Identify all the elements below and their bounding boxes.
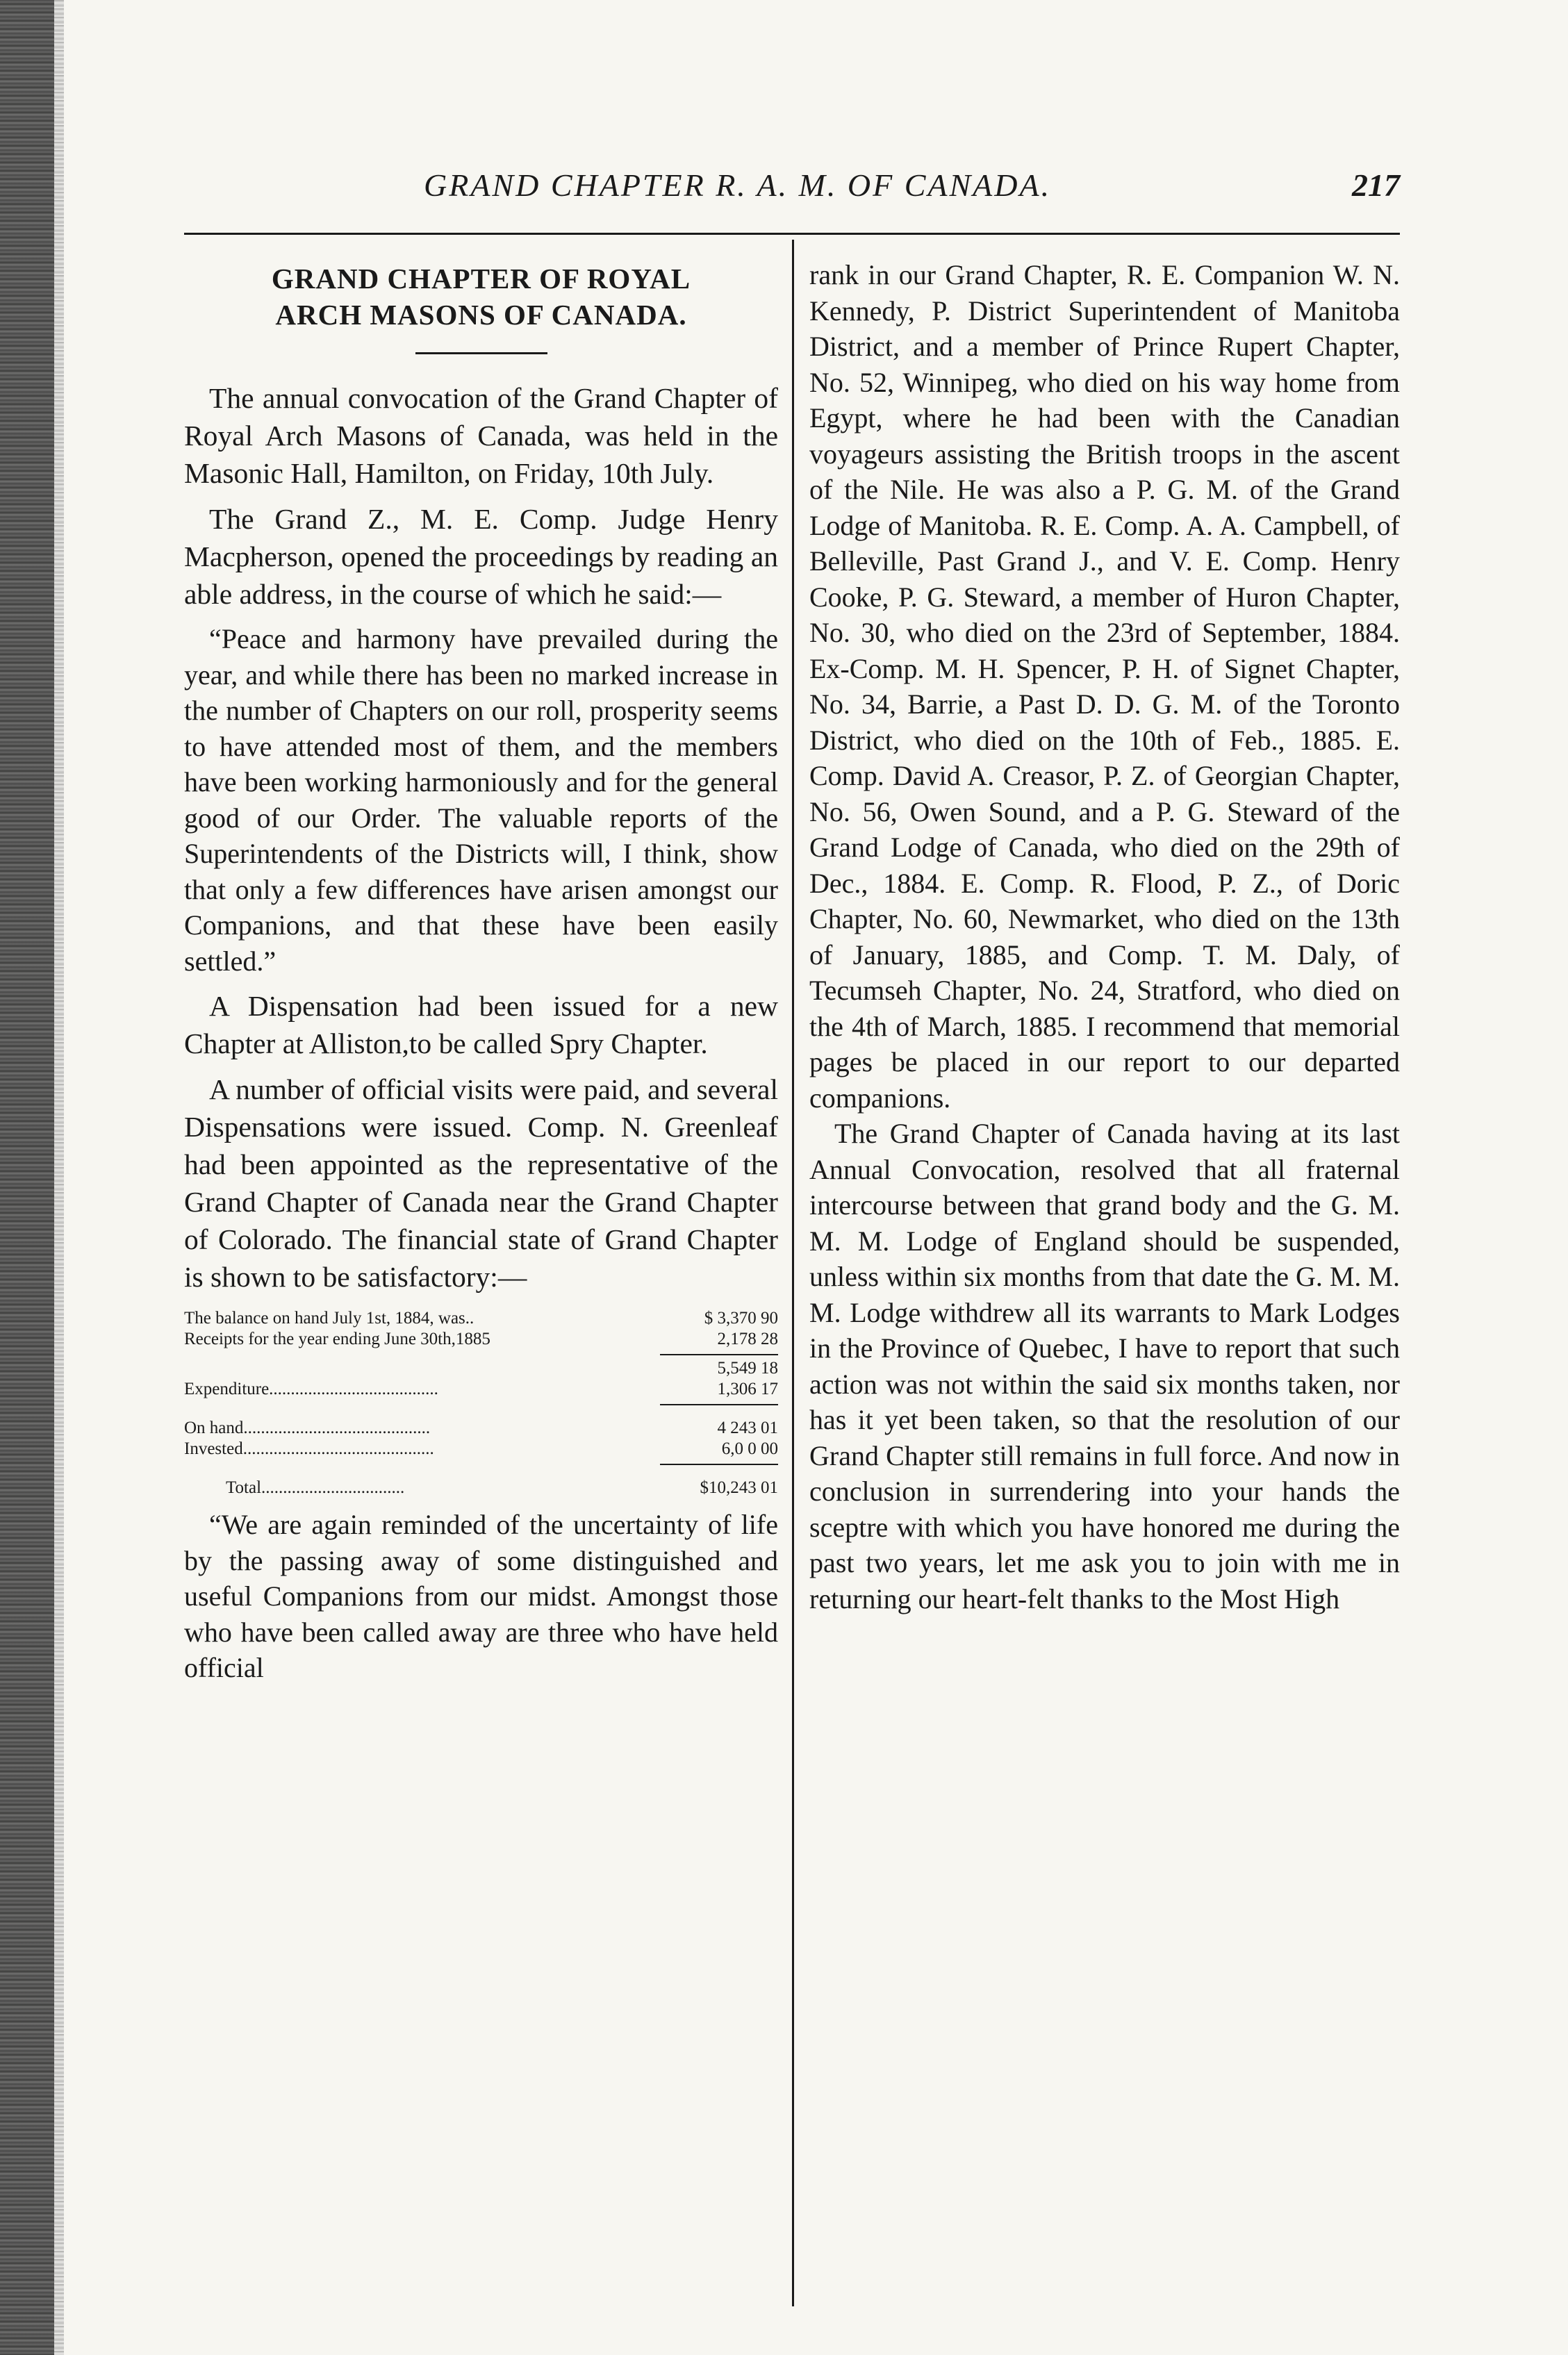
ledger-amount: $10,243 01 [700, 1478, 778, 1497]
ledger-row-total [184, 1478, 778, 1498]
article-title-line-2: ARCH MASONS OF CANADA. [275, 299, 687, 331]
page-header [184, 167, 1400, 222]
running-head: GRAND CHAPTER R. A. M. OF CANADA. [424, 167, 1052, 203]
paragraph-opening: The Grand Z., M. E. Comp. Judge Henry Macpherson, opened the proceedings by reading an able address, in the course of which he said:— [184, 503, 778, 610]
ledger-row-expenditure [184, 1379, 778, 1400]
ledger-row-receipts [184, 1329, 778, 1350]
column-divider [792, 240, 794, 2306]
title-rule [415, 352, 547, 354]
ledger-label: Invested............................................ [184, 1439, 434, 1458]
paragraph-quote-peace: “Peace and harmony have prevailed during the year, and while there has been no marked increase in the number of Chapters on our roll, prosperity seems to have attended most of them, and the members have been working harmoniously and for the general good of our Order. The valuable reports of the Superintendents of the Districts will, I think, show that only a few differences have arisen amongst our Companions, and that these have been easily settled.” [184, 623, 778, 977]
paragraph-memorial-continued: rank in our Grand Chapter, R. E. Companion W. N. Kennedy, P. District Superintendent of Manitoba District, and a member of Prince Rupert Chapter, No. 52, Winnipeg, who died on his way home from Egypt, where he had been with the Canadian voyageurs assisting the British troops in the ascent of the Nile. He was also a P. G. M. of the Grand Lodge of Manitoba. R. E. Comp. A. A. Campbell, of Belleville, Past Grand J., and V. E. Comp. Henry Cooke, P. G. Steward, a member of Huron Chapter, No. 30, who died on the 23rd of September, 1884. Ex-Comp. M. H. Spencer, P. H. of Signet Chapter, No. 34, Barrie, a Past D. D. G. M. of the Toronto District, who died on the 10th of Feb., 1885. E. Comp. David A. Creasor, P. Z. of Georgian Chapter, No. 56, Owen Sound, and a P. G. Steward of the Grand Lodge of Canada, who died on the 29th of Dec., 1884. E. Comp. R. Flood, P. Z., of Doric Chapter, No. 60, Newmarket, who died on the 13th of January, 1885, and Comp. T. M. Daly, of Tecumseh Chapter, No. 24, Stratford, who died on the 4th of March, 1885. I recommend that memorial pages be placed in our report to our departed companions. [809, 259, 1400, 1114]
paragraph-departed-companions: “We are again reminded of the uncertainty of life by the passing away of some distinguished and useful Companions from our midst. Amongst those who have been called away are three who have held official [184, 1509, 778, 1683]
ledger-row-invested [184, 1439, 778, 1460]
ledger-amount: 6,0 0 00 [721, 1439, 778, 1458]
ledger-row-on-hand [184, 1418, 778, 1439]
ledger-label: Total................................. [226, 1478, 405, 1497]
right-column [809, 257, 1400, 1617]
book-binding-edge [0, 0, 54, 2355]
ledger-label: The balance on hand July 1st, 1884, was.. [184, 1309, 474, 1328]
ledger-label: Receipts for the year ending June 30th,1885 [184, 1330, 490, 1348]
paragraph-dispensation: A Dispensation had been issued for a new Chapter at Alliston,to be called Spry Chapter. [184, 990, 778, 1059]
ledger-label: On hand........................................... [184, 1419, 431, 1437]
ledger-amount: $ 3,370 90 [704, 1309, 778, 1328]
ledger-total-rule [660, 1464, 778, 1465]
paragraph-mark-lodge-resolution: The Grand Chapter of Canada having at its last Annual Convocation, resolved that all fraternal intercourse between that grand body and the G. M. M. M. Lodge of England should be suspended, unless within six months from that date the G. M. M. M. Lodge withdrew all its warrants to Mark Lodges in the Province of Quebec, I have to report that such action was not within the said six months taken, nor has it yet been taken, so that the resolution of our Grand Chapter still remains in full force. And now in conclusion in surrendering into your hands the sceptre with which you have honored me during the past two years, let me ask you to join with me in returning our heart-felt thanks to the Most High [809, 1118, 1400, 1614]
ledger-amount: 5,549 18 [717, 1359, 778, 1378]
ledger-amount: 2,178 28 [717, 1330, 778, 1348]
article-title-line-1: GRAND CHAPTER OF ROYAL [271, 263, 691, 295]
header-rule [184, 233, 1400, 235]
page-gutter [54, 0, 64, 2355]
ledger-row-subtotal [184, 1358, 778, 1379]
ledger-amount: 4 243 01 [717, 1419, 778, 1437]
paragraph-convocation: The annual convocation of the Grand Chapter of Royal Arch Masons of Canada, was held in the Masonic Hall, Hamilton, on Friday, 10th July. [184, 382, 778, 489]
ledger-rule [660, 1404, 778, 1408]
page-number: 217 [1352, 167, 1400, 203]
financial-statement [184, 1308, 778, 1498]
ledger-amount: 1,306 17 [717, 1380, 778, 1398]
left-column [184, 261, 778, 1686]
ledger-row-balance [184, 1308, 778, 1329]
paragraph-official-visits: A number of official visits were paid, and several Dispensations were issued. Comp. N. Greenleaf had been appointed as the representative of the Grand Chapter of Canada near the Grand Chapter of Colorado. The financial state of Grand Chapter is shown to be satisfactory:— [184, 1073, 778, 1293]
ledger-label: Expenditure....................................... [184, 1380, 438, 1398]
